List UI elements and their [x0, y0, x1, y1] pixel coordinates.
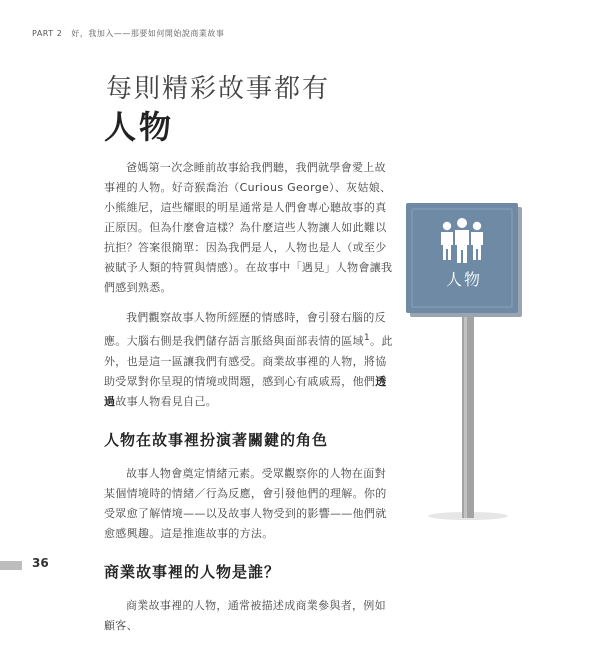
paragraph: 商業故事裡的人物，通常被描述成商業參與者，例如顧客、	[104, 598, 386, 632]
paragraph: 故事人物會奠定情緒元素。受眾觀察你的人物在面對某個情境時的情緒／行為反應，會引發他們的理解。你的受眾愈了解情境——以及故事人物受到的影響——他們就愈感興趣。這是推進故事的方法。	[104, 466, 387, 540]
running-header	[32, 28, 224, 39]
folio-bar	[0, 561, 22, 570]
sign-label: 人物	[445, 270, 482, 289]
signpost-graphic	[406, 203, 524, 523]
paragraph: 我們觀察故事人物所經歷的情感時，會引發右腦的反應。大腦右側是我們儲存語言脈絡與面部表情的區域$^1$。此外，也是這一區讓我們有感受。商業故事裡的人物，將協助受眾對你呈現的情境或問題，感到心有戚戚焉，他們透過故事人物看見自己。	[104, 311, 393, 408]
footnote-ref: 1	[363, 332, 371, 343]
emphasis-text: 透過	[104, 374, 387, 408]
chapter-title: 好，我加入——那要如何開始說商業故事	[71, 29, 225, 38]
people-sign-illustration	[406, 203, 524, 527]
page-number: 36	[32, 556, 49, 570]
section-title: 人物	[104, 108, 175, 146]
sign-pole	[462, 315, 474, 518]
subheading: 商業故事裡的人物是誰？	[104, 562, 281, 581]
body-text	[104, 158, 396, 646]
paragraph: 爸媽第一次念睡前故事給我們聽，我們就學會愛上故事裡的人物。好奇猴喬治（Curious George）、灰姑娘、小熊維尼，這些耀眼的明星通常是人們會專心聽故事的真正原因。但為什麼會這樣？為什麼這些人物讓人如此難以抗拒？答案很簡單：因為我們是人，人物也是人（或至少被賦予人類的特質與情感）。在故事中「遇見」人物會讓我們感到熟悉。	[104, 161, 393, 294]
subheading: 人物在故事裡扮演著關鍵的角色	[104, 430, 329, 449]
part-label: PART 2	[32, 29, 63, 38]
section-subtitle: 每則精彩故事都有	[106, 74, 331, 104]
